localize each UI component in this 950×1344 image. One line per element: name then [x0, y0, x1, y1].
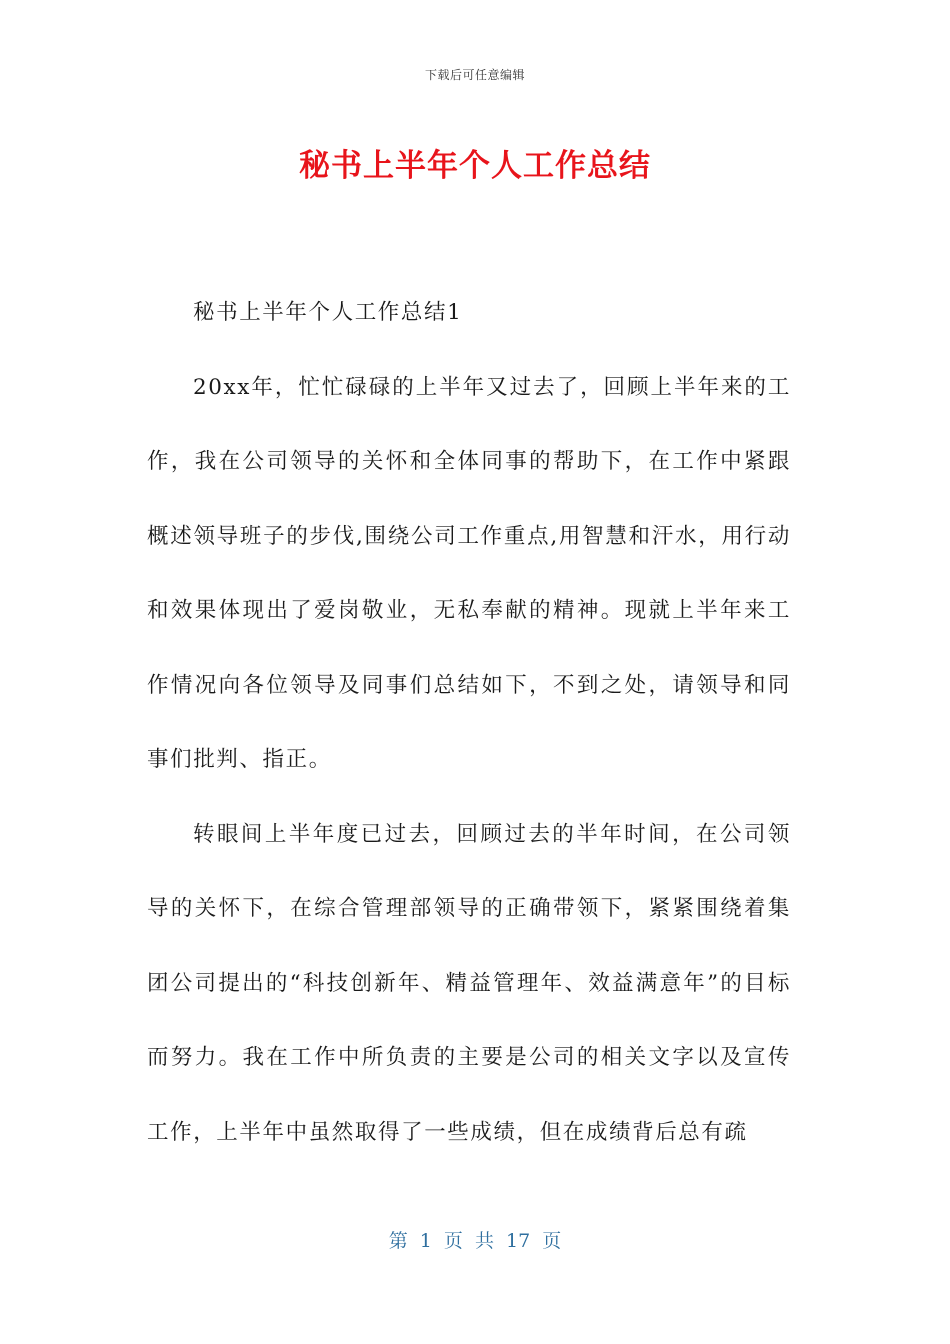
paragraph-section-heading: 秘书上半年个人工作总结1 — [193, 300, 463, 325]
header-note: 下载后可任意编辑 — [424, 68, 525, 82]
paragraph-intro: 20xx年，忙忙碌碌的上半年又过去了，回顾上半年来的工作，我在公司领导的关怀和全体同事的帮助下，在工作中紧跟概述领导班子的步伐,围绕公司工作重点,用智慧和汗水，用行动和效果体现出了爱岗敬业，无私奉献的精神。现就上半年来工作情况向各位领导及同事们总结如下，不到之处，请领导和同事们批判、指正。 — [147, 374, 791, 772]
page-number-footer: 第 1 页 共 17 页 — [388, 1230, 562, 1252]
document-body — [147, 276, 791, 1170]
paragraph-review: 转眼间上半年度已过去，回顾过去的半年时间，在公司领导的关怀下，在综合管理部领导的正确带领下，紧紧围绕着集团公司提出的“科技创新年、精益管理年、效益满意年”的目标而努力。我在工作中所负责的主要是公司的相关文字以及宣传工作，上半年中虽然取得了一些成绩，但在成绩背后总有疏 — [147, 821, 791, 1145]
document-title: 秘书上半年个人工作总结 — [299, 148, 651, 184]
